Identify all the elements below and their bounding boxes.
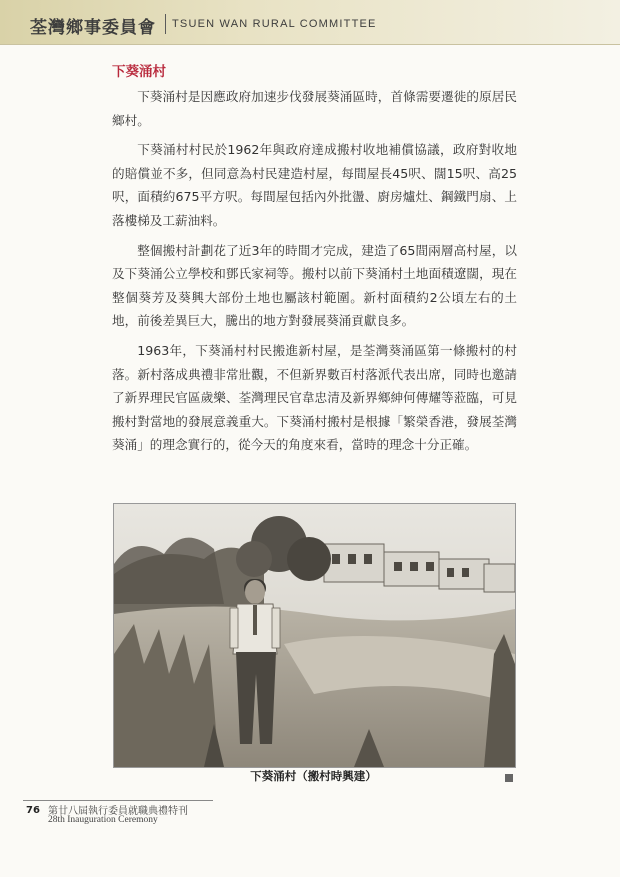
header-band [0, 0, 620, 45]
article-paragraph: 整個搬村計劃花了近3年的時間才完成，建造了65間兩層高村屋，以及下葵涌公立學校和鄧氏家祠等。搬村以前下葵涌村土地面積遼闊，現在整個葵芳及葵興大部份土地也屬該村範圍。新村面積約2公頃左右的土地，前後差異巨大，騰出的地方對發展葵涌貢獻良多。 [112, 242, 517, 329]
photo-illustration [114, 504, 515, 767]
committee-name-chinese: 荃灣鄉事委員會 [30, 18, 156, 38]
publication-title-chinese: 第廿八屆執行委員就職典禮特刊 [48, 806, 188, 817]
committee-name-english: TSUEN WAN RURAL COMMITTEE [172, 18, 377, 30]
article [112, 60, 517, 463]
photo-caption: 下葵涌村（搬村時興建） [250, 769, 377, 783]
article-paragraph: 1963年，下葵涌村村民搬進新村屋，是荃灣葵涌區第一條搬村的村落。新村落成典禮非常壯觀，不但新界數百村落派代表出席，同時也邀請了新界理民官區歲樂、荃灣理民官韋忠清及新界鄉紳何傳耀等蒞臨，可見搬村對當地的發展意義重大。下葵涌村搬村是根據「繁榮香港，發展荃灣葵涌」的理念實行的，從今天的角度來看，當時的理念十分正確。 [112, 342, 517, 453]
header-separator [165, 14, 166, 34]
village-photo [113, 503, 516, 768]
article-heading: 下葵涌村 [112, 64, 166, 80]
article-paragraph: 下葵涌村是因應政府加速步伐發展葵涌區時，首條需要遷徙的原居民鄉村。 [112, 89, 517, 128]
page-number: 76 [26, 805, 40, 816]
publication-title-english: 28th Inauguration Ceremony [48, 815, 158, 825]
article-paragraph: 下葵涌村村民於1962年與政府達成搬村收地補償協議，政府對收地的賠償並不多，但同意為村民建造村屋，每間屋長45呎、闊15呎、高25呎，面積約675平方呎。每間屋包括內外批盪、廚房爐灶、鋼鐵門扇、上落樓梯及工薪油料。 [112, 142, 517, 228]
footer-rule [23, 800, 213, 801]
caption-marker [505, 774, 513, 782]
